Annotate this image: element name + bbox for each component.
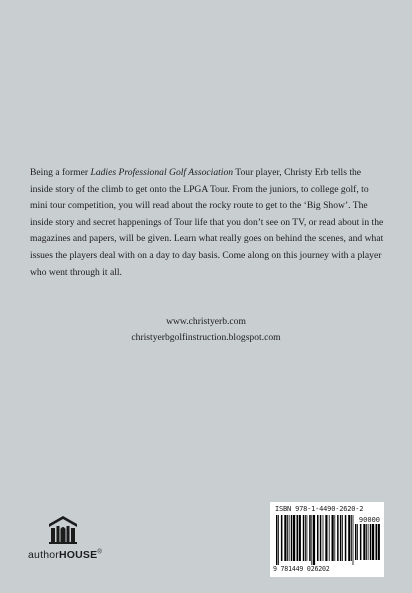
- barcode-bar: [334, 515, 335, 561]
- ean-number: 9 781449 026202: [273, 565, 330, 573]
- isbn-barcode-block: [270, 502, 384, 577]
- publisher-name: [28, 549, 102, 561]
- barcode-bar: [311, 515, 312, 565]
- blurb-part-2: Tour player, Christy Erb tells the inside story of the climb to get onto the LPGA Tour. From the juniors, to college golf, to mini tour competition, you will read about the rocky route to get to the ‘Big Show’. The inside story and secret happenings of Tour life that you don’t see on TV, or read about in the magazines and papers, will be given. Learn what really goes on behind the scenes, and what issues the players deal with on a day to day basis. Come along on this journey with a player who went through it all.: [30, 167, 384, 278]
- back-cover-blurb: [30, 165, 385, 281]
- organization-name: Ladies Professional Golf Association: [90, 167, 234, 178]
- barcode-bar: [297, 515, 299, 561]
- barcode-bar: [368, 524, 369, 560]
- barcode-bar: [309, 515, 311, 561]
- ean-barcode: [276, 515, 354, 565]
- isbn-label: ISBN 978-1-4490-2620-2: [275, 505, 364, 513]
- barcode-bar: [351, 515, 352, 561]
- website-link[interactable]: www.christyerb.com: [166, 316, 246, 327]
- authorhouse-logo-icon: [46, 513, 80, 545]
- barcode-bar: [323, 515, 324, 561]
- barcode-bar: [313, 515, 315, 565]
- blog-link[interactable]: christyerbgolfinstruction.blogspot.com: [131, 332, 281, 343]
- barcode-bar: [357, 524, 358, 560]
- barcode-bar: [363, 524, 365, 560]
- barcode-bar: [284, 515, 286, 561]
- registered-mark: ®: [97, 549, 102, 556]
- barcode-bar: [353, 515, 354, 565]
- publisher-logo: [28, 513, 102, 561]
- price-code: 90000: [358, 516, 380, 524]
- barcode-bar: [360, 524, 362, 560]
- barcode-bar: [281, 515, 283, 561]
- barcode-bar: [337, 515, 339, 561]
- barcode-bar: [348, 515, 350, 561]
- barcode-bar: [287, 515, 288, 561]
- publisher-name-author: author: [28, 549, 59, 561]
- barcode-bar: [340, 515, 342, 561]
- blurb-part-1: Being a former: [30, 167, 91, 178]
- barcode-bar: [299, 515, 301, 561]
- barcode-bar: [289, 515, 290, 561]
- barcode-bar: [376, 524, 378, 560]
- barcode-bar: [329, 515, 330, 561]
- barcode-bar: [325, 515, 327, 561]
- barcode-bar: [317, 515, 319, 561]
- publisher-name-house: HOUSE: [58, 549, 98, 561]
- barcode-bar: [355, 524, 357, 560]
- barcode-bar: [345, 515, 347, 561]
- barcode-bar: [366, 524, 367, 560]
- barcode-bar: [320, 515, 322, 561]
- addon-barcode: [355, 524, 380, 564]
- barcode-bar: [303, 515, 305, 561]
- barcode-bar: [293, 515, 295, 561]
- barcode-bar: [278, 515, 279, 565]
- barcode-bar: [276, 515, 278, 565]
- barcode-bar: [372, 524, 374, 560]
- barcode-bar: [307, 515, 308, 561]
- barcode-bar: [291, 515, 293, 561]
- barcode-bar: [332, 515, 334, 561]
- barcode-bar: [378, 524, 380, 560]
- author-links: [0, 314, 412, 346]
- barcode-bar: [370, 524, 372, 560]
- barcode-bar: [305, 515, 306, 561]
- barcode-bar: [342, 515, 343, 561]
